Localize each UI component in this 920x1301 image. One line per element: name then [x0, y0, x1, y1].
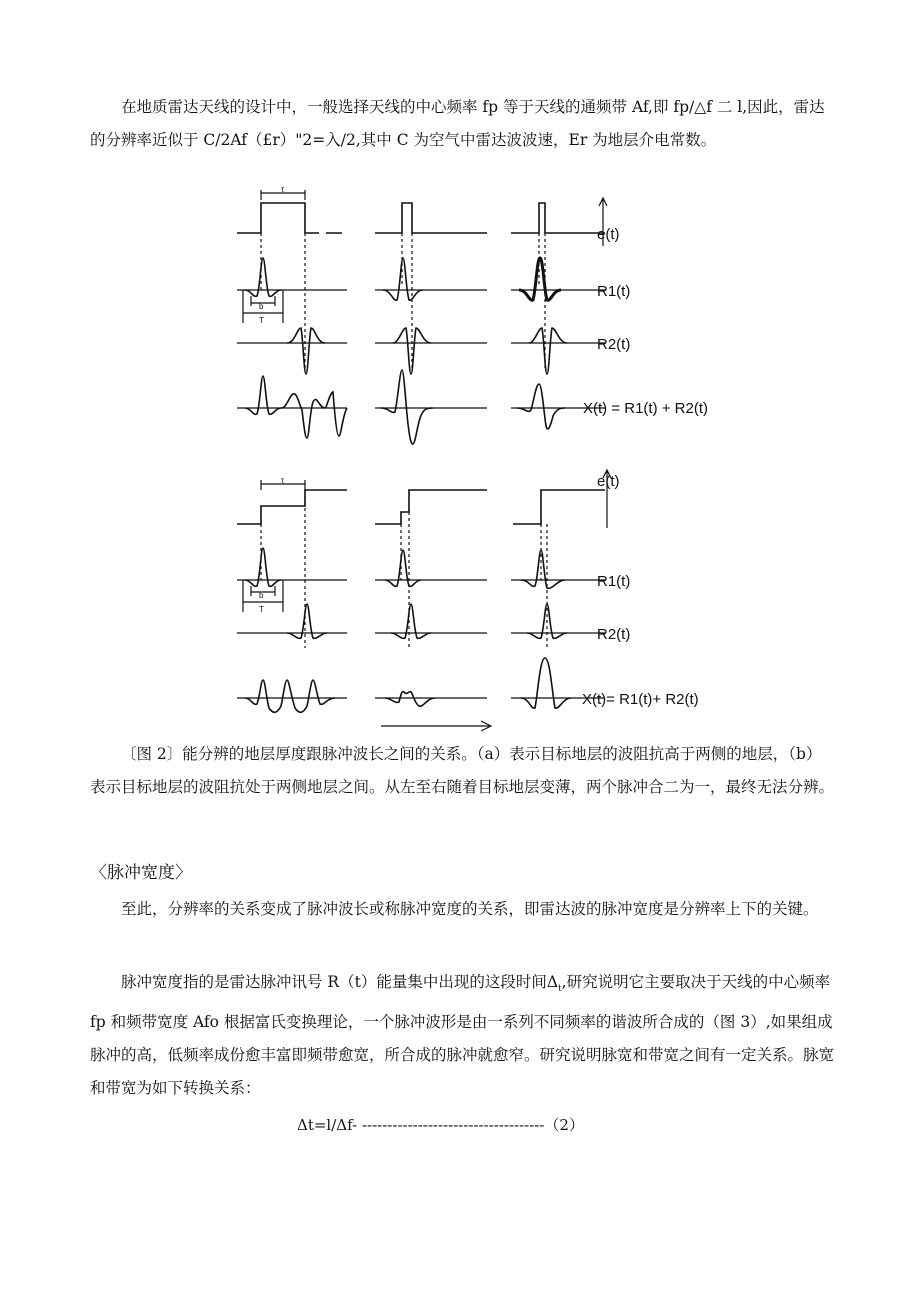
e-t-label-bottom: e(t)	[597, 473, 620, 490]
tau-label-bottom: τ	[281, 476, 285, 485]
paragraph-3-part-1: 脉冲宽度指的是雷达脉冲讯号 R（t）能量集中出现的这段时间	[121, 973, 547, 991]
tau-label-top: τ	[281, 185, 285, 194]
x-t-label-bottom: X(t)= R1(t)+ R2(t)	[582, 691, 699, 708]
x-t-label-top: X(t) = R1(t) + R2(t)	[583, 400, 709, 417]
formula-2: Δt=l∕Δf- ------------------------------------（2）	[297, 1116, 584, 1134]
b-label-bottom: b	[259, 591, 264, 600]
figure-svg	[225, 178, 755, 738]
section-heading-pulse-width: 〈脉冲宽度〉	[90, 863, 192, 883]
paragraph-resolution: 在地质雷达天线的设计中，一般选择天线的中心频率 fp 等于天线的通频带 Af,即 fp∕△f 二 l,因此，雷达的分辨率近似于 C/2Af（£r）"2=入/2,其中 C 为空气中雷达波波速，Er 为地层介电常数。	[90, 98, 825, 149]
r2-t-label-bottom: R2(t)	[597, 626, 631, 643]
e-t-label-top: e(t)	[597, 226, 620, 243]
b-label-top: b	[259, 302, 264, 311]
paragraph-pulse-width-relation: 至此，分辨率的关系变成了脉冲波长或称脉冲宽度的关系，即雷达波的脉冲宽度是分辨率上下的关键。	[121, 900, 819, 918]
T-label-top: T	[259, 316, 264, 325]
delta-symbol: Δ	[546, 973, 559, 991]
r2-t-label-top: R2(t)	[597, 336, 631, 353]
T-label-bottom: T	[259, 605, 264, 614]
figure-caption: 〔图 2〕能分辨的地层厚度跟脉冲波长之间的关系。（a）表示目标地层的波阻抗高于两侧的地层，（b）表示目标地层的波阻抗处于两侧地层之间。从左至右随着目标地层变薄，两个脉冲合二为一，最终无法分辨。	[90, 745, 835, 796]
r1-t-label-top: R1(t)	[597, 283, 631, 300]
paragraph-pulse-width-definition	[90, 966, 835, 1105]
r1-t-label-bottom: R1(t)	[597, 573, 631, 590]
pulse-resolution-figure	[225, 178, 755, 738]
paragraph-3-part-2: ,研究说明它主要取决于天线的中心频率 fp 和频带宽度 Afo 根据富氏变换理论，一个脉冲波形是由一系列不同频率的谐波所合成的（图 3）,如果组成脉冲的高，低频率成份愈丰富即频带愈宽，所合成的脉冲就愈窄。研究说明脉宽和带宽之间有一定关系。脉宽和带宽为如下转换关系：	[90, 973, 835, 1098]
delta-subscript: t	[558, 984, 562, 995]
